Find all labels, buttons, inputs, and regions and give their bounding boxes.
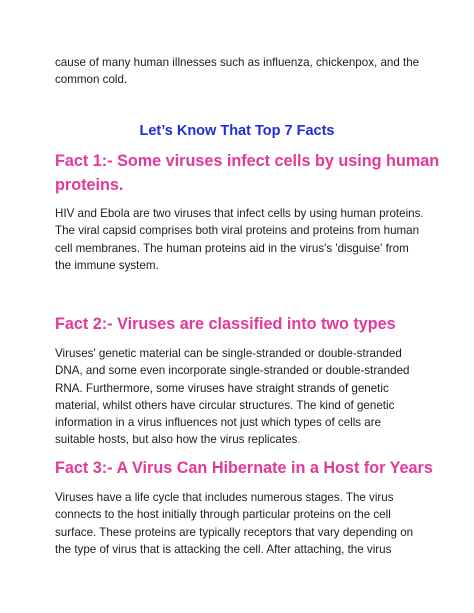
- text-line: Viruses' genetic material can be single-stranded or double-stranded: [55, 347, 402, 360]
- fact-1-heading: [55, 149, 440, 197]
- text-line: the immune system.: [55, 258, 159, 272]
- fact-2-heading: [55, 312, 435, 336]
- heading-line: Fact 2:- Viruses are classified into two types: [55, 315, 396, 333]
- section-title: Let’s Know That Top 7 Facts: [139, 123, 335, 139]
- fact-2-body: [55, 345, 427, 449]
- text-line: cell membranes. The human proteins aid in the virus's 'disguise' from: [55, 241, 409, 255]
- text-line: HIV and Ebola are two viruses that infect cells by using human proteins.: [55, 207, 424, 220]
- text-line: the type of virus that is attacking the cell. After attaching, the virus: [55, 542, 392, 556]
- trailing-period: .: [297, 433, 301, 447]
- heading-line: Fact 1:- Some viruses infect cells by using human: [55, 152, 440, 170]
- text-line: The viral capsid comprises both viral proteins and proteins from human: [55, 224, 420, 238]
- text-line: [55, 431, 427, 448]
- intro-paragraph: [55, 54, 427, 89]
- text-line: connects to the host initially through particular proteins on the cell: [55, 508, 391, 522]
- text-line: RNA. Furthermore, some viruses have straight strands of genetic: [55, 381, 389, 395]
- text-line: Viruses have a life cycle that includes numerous stages. The virus: [55, 491, 394, 504]
- heading-line: Fact 3:- A Virus Can Hibernate in a Host for Years: [55, 459, 433, 477]
- fact-3-body: [55, 489, 427, 558]
- fact-1-body: [55, 205, 427, 274]
- text-line: material, whilst others have circular structures. The kind of genetic: [55, 398, 395, 412]
- text-line-content: suitable hosts, but also how the virus replicates: [55, 433, 298, 447]
- text-line: DNA, and some even incorporate single-stranded or double-stranded: [55, 364, 410, 378]
- heading-line: proteins.: [55, 176, 124, 194]
- text-line: information in a virus influences not just which types of cells are: [55, 416, 382, 430]
- text-line: surface. These proteins are typically receptors that vary depending on: [55, 525, 414, 539]
- text-line: common cold.: [55, 73, 128, 87]
- fact-3-heading: [55, 456, 435, 480]
- text-line: cause of many human illnesses such as influenza, chickenpox, and the: [55, 56, 420, 69]
